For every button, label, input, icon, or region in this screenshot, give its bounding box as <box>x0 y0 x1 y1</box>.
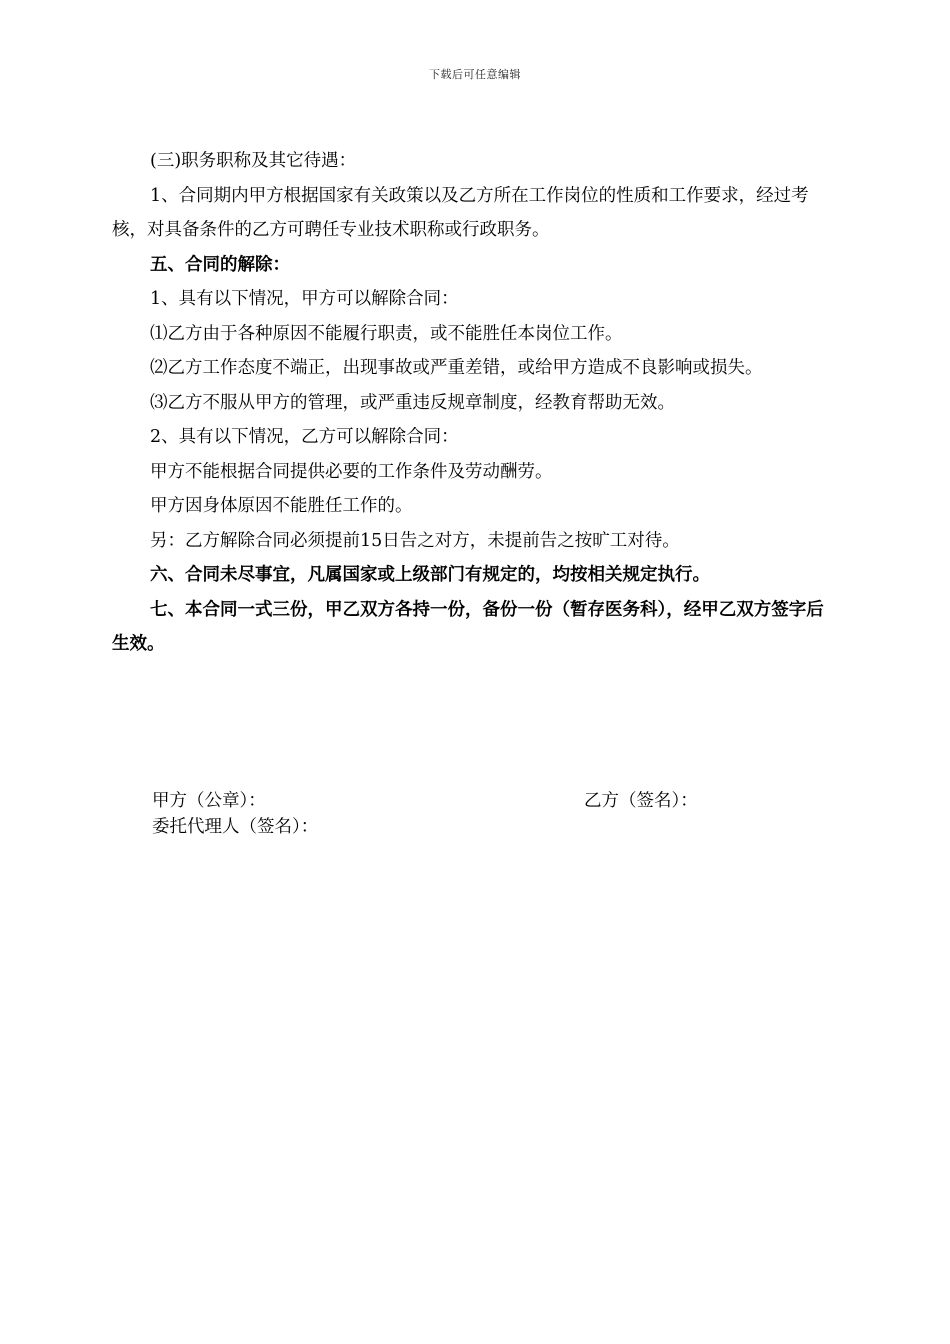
page-header: 下载后可任意编辑 <box>429 68 521 81</box>
signature-party-a: 甲方（公章）： <box>152 791 266 811</box>
list-item-2: ⑵乙方工作态度不端正，出现事故或严重差错，或给甲方造成不良影响或损失。 <box>150 358 763 378</box>
condition-health: 甲方因身体原因不能胜任工作的。 <box>150 496 413 516</box>
signature-agent: 委托代理人（签名）： <box>152 817 319 837</box>
condition-work-conditions: 甲方不能根据合同提供必要的工作条件及劳动酬劳。 <box>150 461 553 482</box>
contract-body <box>112 144 840 662</box>
paragraph-party-b-termination: 2、具有以下情况，乙方可以解除合同： <box>150 427 459 447</box>
list-item-3: ⑶乙方不服从甲方的管理，或严重违反规章制度，经教育帮助无效。 <box>150 392 675 413</box>
paragraph-notice: 另：乙方解除合同必须提前15日告之对方，未提前告之按旷工对待。 <box>150 530 680 551</box>
signature-party-b: 乙方（签名）： <box>584 791 698 811</box>
section-title-duties: (三)职务职称及其它待遇： <box>150 151 357 171</box>
list-item-1: ⑴乙方由于各种原因不能履行职责，或不能胜任本岗位工作。 <box>150 323 623 344</box>
section-heading-unresolved: 六、合同未尽事宜，凡属国家或上级部门有规定的，均按相关规定执行。 <box>150 565 710 585</box>
section-heading-termination: 五、合同的解除： <box>150 254 290 275</box>
paragraph-party-a-termination: 1、具有以下情况，甲方可以解除合同： <box>150 289 459 309</box>
paragraph-appointment: 1、合同期内甲方根据国家有关政策以及乙方所在工作岗位的性质和工作要求，经过考核，对具备条件的乙方可聘任专业技术职称或行政职务。 <box>112 185 809 240</box>
section-heading-copies: 七、本合同一式三份，甲乙双方各持一份，备份一份（暂存医务科），经甲乙双方签字后生效。 <box>112 599 824 654</box>
